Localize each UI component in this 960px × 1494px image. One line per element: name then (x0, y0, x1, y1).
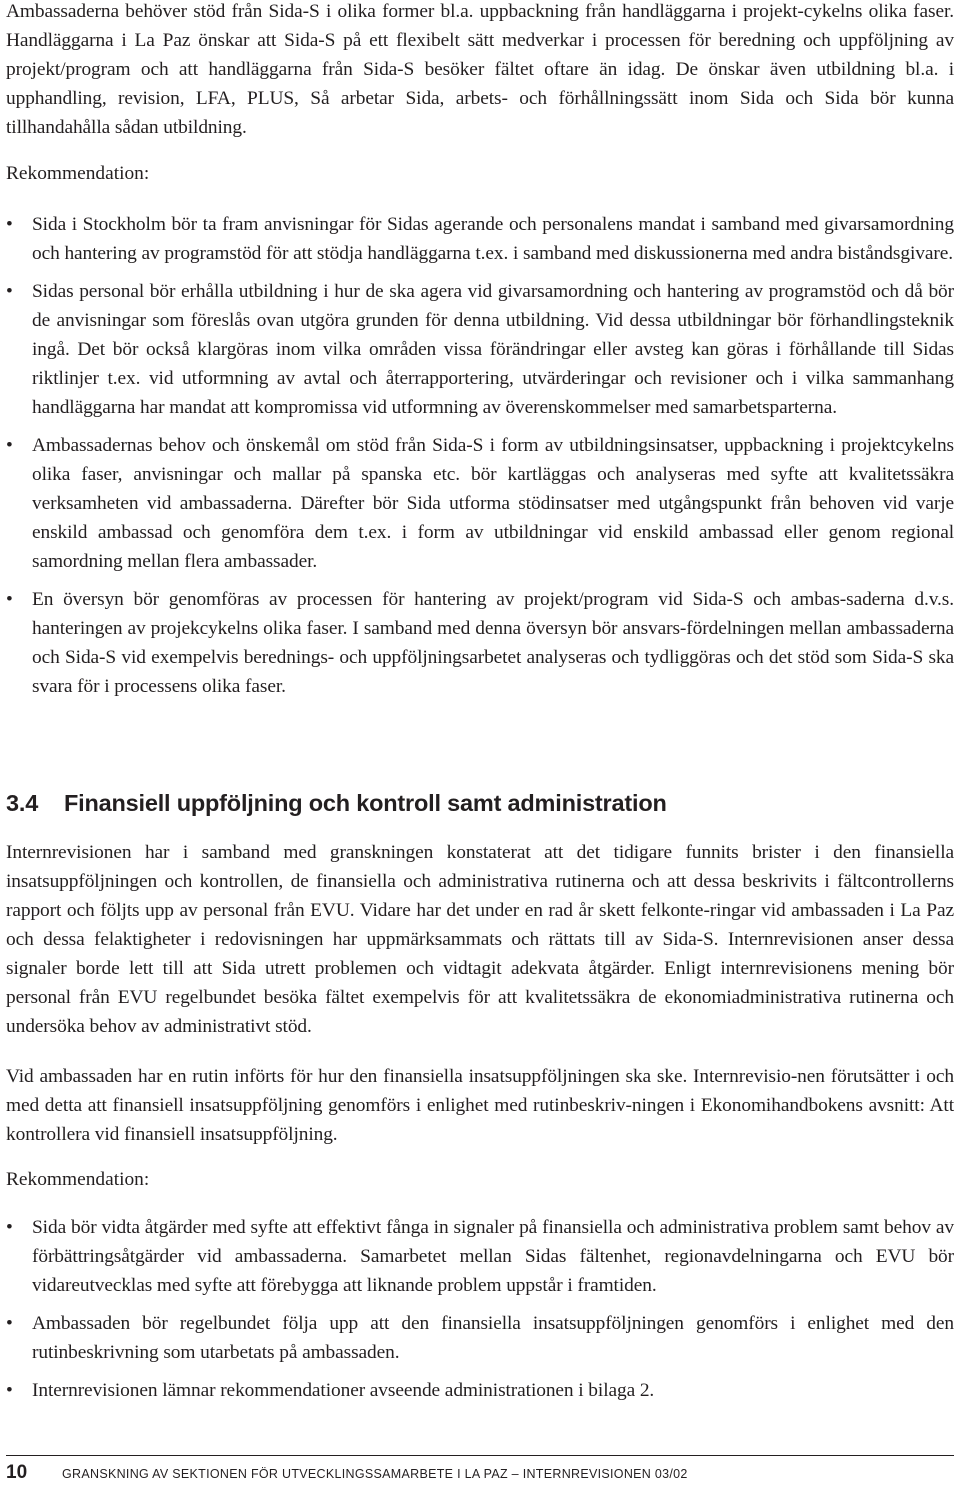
recommendation-label-2: Rekommendation: (6, 1169, 150, 1190)
list-item: • Sida bör vidta åtgärder med syfte att effektivt fånga in signaler på finansiella och administrativa problem samt behov av förbättringsåtgärder vid ambassaderna. Samarbetet mellan Sidas fältenhet, regionavdelningarna och EVU bör vidareutvecklas med syfte att förebygga att liknande problem uppstår i framtiden. (0, 1213, 960, 1300)
list-item: • Internrevisionen lämnar rekommendationer avseende administrationen i bilaga 2. (0, 1376, 960, 1405)
list-item: • Ambassadernas behov och önskemål om stöd från Sida-S i form av utbildningsinsatser, uppbackning i projektcykelns olika faser, anvisningar och mallar på spanska etc. bör kartläggas och analyseras med syfte att kvalitetssäkra verksamheten vid ambassaderna. Därefter bör Sida utforma stödinsatser med utgångspunkt från behoven vid varje enskild ambassad och genomföra dem t.ex. i form av utbildningar vid enskild ambassad eller genom regional samordning mellan flera ambassader. (0, 431, 960, 576)
bullet-icon: • (6, 1313, 13, 1334)
section-paragraph-2: Vid ambassaden har en rutin införts för hur den finansiella insatsuppföljningen ska ske. Internrevisio-nen förutsätter i och med detta att finansiell insatsuppföljning genomförs i enlighet med rutinbeskriv-ningen i Ekonomihandbokens avsnitt: Att kontrollera vid finansiell insatsuppföljning. (6, 1066, 954, 1145)
recommendation-list-2 (0, 1213, 960, 1405)
footer-divider (6, 1455, 954, 1456)
bullet-icon: • (6, 1217, 13, 1238)
section-heading (6, 787, 667, 819)
list-item: • En översyn bör genomföras av processen för hantering av projekt/program vid Sida-S och ambas-saderna d.v.s. hanteringen av projekcykelns olika faser. I samband med denna översyn bör ansvars-fördelningen mellan ambassaderna och Sida-S vid exempelvis berednings- och uppföljningsarbetet analyseras och tydliggöras och det stöd som Sida-S ska svara för i processens olika faser. (0, 585, 960, 701)
section-number: 3.4 (6, 790, 39, 816)
section-paragraph-1: Internrevisionen har i samband med granskningen konstaterat att det tidigare funnits brister i den finansiella insatsuppföljningen och kontrollen, de finansiella och administrativa rutinerna och att dessa beskrivits i fältcontrollerns rapport och följts upp av personal från EVU. Vidare har det under en rad år skett felkonte-ringar vid ambassaden i La Paz och dessa felaktigheter i redovisningen har uppmärksammats och rättats till av Sida-S. Internrevisionen anser dessa signaler borde lett till att Sida utrett problemen och vidtagit adekvata åtgärder. Enligt internrevisionens mening bör personal från EVU regelbundet besöka fältet exempelvis för att kvalitetssäkra de ekonomiadministrativa rutinerna och undersöka behov av administrativt stöd. (6, 842, 954, 1037)
recommendation-list-1 (0, 210, 960, 701)
bullet-icon: • (6, 281, 13, 302)
list-item: • Sida i Stockholm bör ta fram anvisningar för Sidas agerande och personalens mandat i samband med givarsamordning och hantering av programstöd för att stödja handläggarna t.ex. i samband med diskussionerna med andra biståndsgivare. (0, 210, 960, 268)
bullet-icon: • (6, 589, 13, 610)
recommendation-label-1: Rekommendation: (6, 163, 150, 184)
page-footer (6, 1462, 688, 1484)
intro-paragraph: Ambassaderna behöver stöd från Sida-S i olika former bl.a. uppbackning från handläggarna i projekt-cykelns olika faser. Handläggarna i La Paz önskar att Sida-S på ett flexibelt sätt medverkar i processen för beredning och uppföljning av projekt/program och att handläggarna från Sida-S besöker fältet oftare än idag. De önskar även utbildning bl.a. i upphandling, revision, LFA, PLUS, Så arbetar Sida, arbets- och förhållningssätt inom Sida och Sida bör kunna tillhandahålla sådan utbildning. (6, 1, 954, 138)
page-number: 10 (6, 1462, 28, 1483)
bullet-icon: • (6, 214, 13, 235)
list-item: • Sidas personal bör erhålla utbildning i hur de ska agera vid givarsamordning och hantering av programstöd och då bör de anvisningar som föreslås ovan utgöra grunden för denna utbildning. Vid dessa utbildningar bör förhandlingsteknik ingå. Det bör också klargöras inom vilka områden vissa förändringar eller avsteg kan göras i förhållande till Sidas riktlinjer t.ex. vid utformning av avtal och återrapportering, utvärderingar och revisioner och i vilka sammanhang handläggarna har mandat att kompromissa vid utformning av överenskommelser med samarbetsparterna. (0, 277, 960, 422)
section-title: Finansiell uppföljning och kontroll samt administration (64, 790, 667, 816)
list-item: • Ambassaden bör regelbundet följa upp att den finansiella insatsuppföljningen genomförs i enlighet med den rutinbeskrivning som utarbetats på ambassaden. (0, 1309, 960, 1367)
footer-title: GRANSKNING AV SEKTIONEN FÖR UTVECKLINGSSAMARBETE I LA PAZ – INTERNREVISIONEN 03/02 (62, 1467, 688, 1481)
bullet-icon: • (6, 435, 13, 456)
bullet-icon: • (6, 1380, 13, 1401)
